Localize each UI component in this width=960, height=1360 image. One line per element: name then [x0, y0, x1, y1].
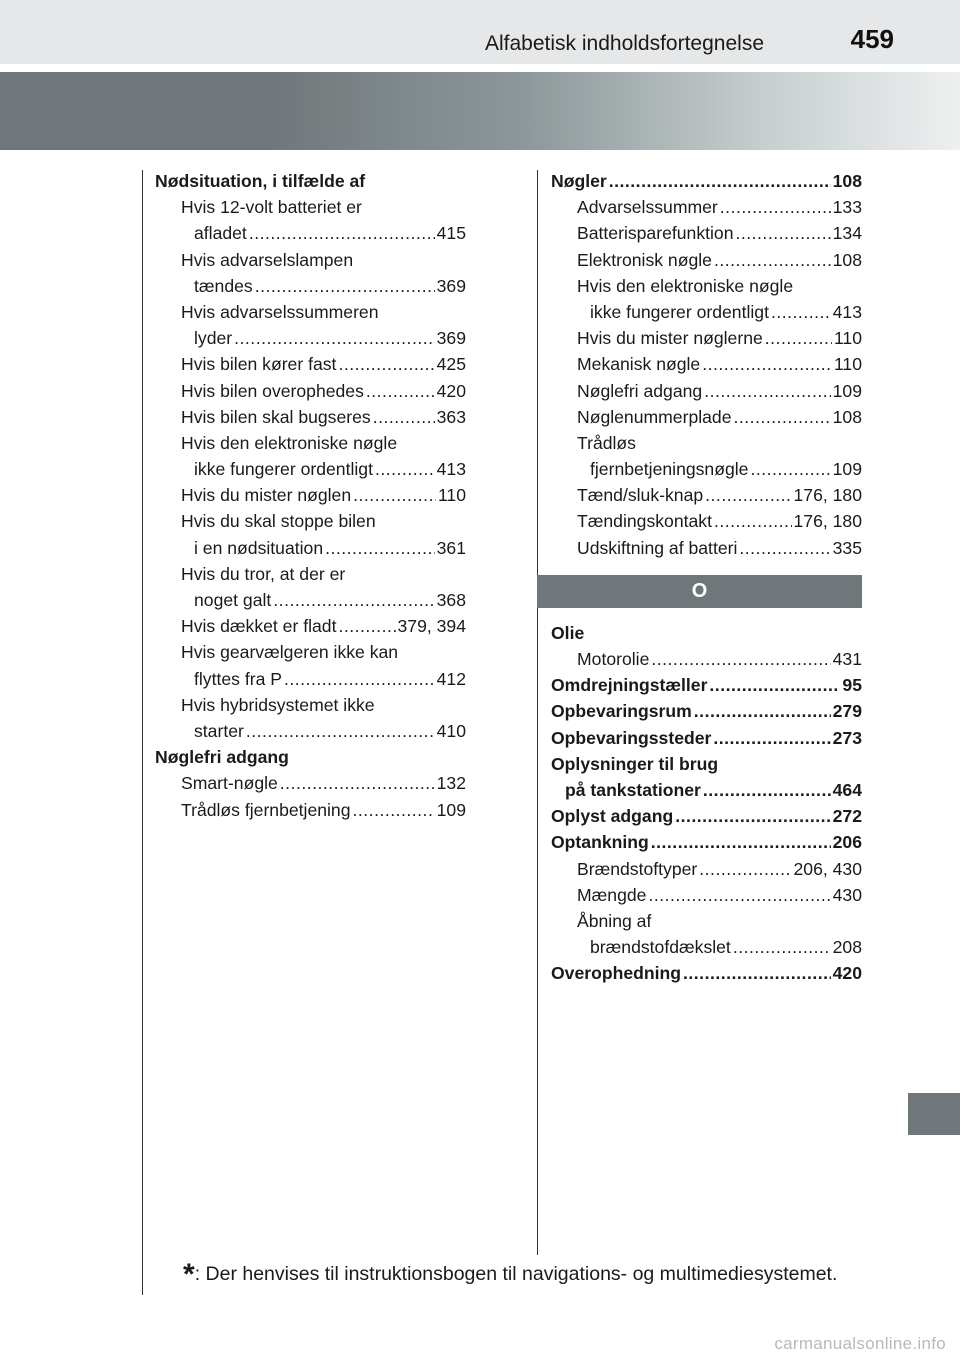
dot-leader [234, 325, 435, 351]
index-entry-text: Omdrejningstæller [551, 675, 708, 696]
index-entry-page: 110 [833, 354, 862, 375]
index-entry-text: Hvis den elektroniske nøgle [181, 432, 398, 453]
dot-leader [714, 508, 792, 534]
dot-leader [284, 666, 435, 692]
index-entry [551, 508, 862, 534]
index-entry [551, 856, 862, 882]
index-entry-text: Opbevaringsrum [551, 701, 692, 722]
dot-leader [735, 220, 830, 246]
index-entry [551, 829, 862, 855]
dot-leader [699, 856, 791, 882]
index-entry-page: 110 [437, 485, 466, 506]
dot-leader [720, 194, 831, 220]
dot-leader [375, 456, 435, 482]
index-entry-text: Optankning [551, 832, 649, 853]
index-entry [155, 692, 466, 718]
index-entry [155, 325, 466, 351]
index-entry [155, 378, 466, 404]
index-entry-page: 413 [436, 459, 466, 480]
index-entry-text: Nødsituation, i tilfælde af [155, 171, 366, 191]
index-entry [551, 273, 862, 299]
index-entry-text: Tænd/sluk-knap [577, 485, 704, 506]
dot-leader [733, 934, 831, 960]
index-entry [155, 194, 466, 220]
index-entry [551, 168, 862, 194]
index-entry-text: ikke fungerer ordentligt [590, 301, 769, 322]
index-entry-text: Hvis gearvælgeren ikke kan [181, 642, 399, 663]
index-entry-text: Smart-nøgle [181, 773, 278, 794]
index-entry-page: 410 [436, 720, 466, 741]
index-entry-page: 134 [832, 223, 862, 244]
index-entry-text: Hvis den elektroniske nøgle [577, 275, 794, 296]
index-entry-page: 415 [436, 223, 466, 244]
index-entry-text: Advarselssummer [577, 197, 718, 218]
watermark: carmanualsonline.info [774, 1334, 946, 1353]
index-entry [551, 456, 862, 482]
index-entry-page: 176, 180 [793, 511, 862, 532]
index-entry-text: Olie [551, 622, 585, 643]
index-entry [155, 351, 466, 377]
index-entry [155, 273, 466, 299]
index-entry-text: Batterisparefunktion [577, 223, 734, 244]
index-entry [155, 404, 466, 430]
index-entry-page: 133 [832, 197, 862, 218]
index-entry-text: Nøglefri adgang [155, 747, 289, 768]
index-entry [551, 299, 862, 325]
index-entry-text: noget galt [194, 590, 272, 610]
dot-leader [366, 378, 435, 404]
index-entry-text: Brændstoftyper [577, 858, 698, 879]
index-entry-text: afladet [194, 223, 247, 244]
index-entry-page: 368 [436, 590, 466, 610]
index-entry-page: 379, 394 [397, 616, 466, 637]
index-entry-page: 413 [832, 301, 862, 322]
index-entry [155, 247, 466, 273]
index-entry [551, 430, 862, 456]
index-entry-text: Hvis bilen kører fast [181, 354, 337, 375]
index-entry [155, 613, 466, 639]
index-entry [551, 646, 862, 672]
index-entry-text: Hvis 12-volt batteriet er [181, 197, 362, 218]
index-entry-page: 420 [832, 963, 862, 984]
index-entry-text: Hvis du mister nøglerne [577, 328, 763, 349]
index-entry [155, 535, 466, 561]
index-entry [551, 960, 862, 986]
index-entry-text: flyttes fra P [194, 668, 282, 689]
index-entry [155, 482, 466, 508]
dot-leader [246, 718, 435, 744]
index-entry [551, 882, 862, 908]
index-entry [551, 908, 862, 934]
index-entry [551, 194, 862, 220]
index-entry-text: starter [194, 720, 244, 741]
index-entry [155, 718, 466, 744]
index-entry-page: 272 [832, 806, 862, 827]
index-entry-page: 431 [832, 649, 862, 669]
dot-leader [765, 325, 832, 351]
dot-leader [714, 247, 831, 273]
dot-leader [771, 299, 831, 325]
index-entry-page: 425 [436, 354, 466, 375]
dot-leader [705, 482, 791, 508]
index-entry-page: 108 [832, 249, 862, 270]
footnote [183, 1258, 837, 1292]
index-entry-text: ikke fungerer ordentligt [194, 459, 373, 480]
index-entry-text: Udskiftning af batteri [577, 537, 738, 558]
footnote-asterisk: * [183, 1258, 195, 1291]
dot-leader [648, 882, 830, 908]
index-entry [551, 698, 862, 724]
dot-leader [325, 535, 435, 561]
dot-leader [683, 960, 831, 986]
index-entry-text: Oplysninger til brug [551, 753, 719, 774]
index-entry-text: Hvis du mister nøglen [181, 485, 352, 506]
index-entry-page: 369 [436, 328, 466, 349]
index-entry [551, 404, 862, 430]
index-entry-text: Hvis hybridsystemet ikke [181, 694, 375, 715]
index-entry-text: Trådløs [577, 432, 636, 453]
index-entry [551, 620, 862, 646]
index-entry-text: fjernbetjeningsnøgle [590, 459, 749, 480]
index-entry-text: Åbning af [577, 910, 652, 931]
dot-leader [704, 378, 830, 404]
dot-leader [273, 587, 434, 613]
index-entry-page: 420 [436, 380, 466, 401]
index-entry [155, 797, 466, 823]
section-letter-bar: O [537, 575, 862, 608]
dot-leader [280, 770, 435, 796]
index-entry-page: 108 [832, 406, 862, 427]
index-entry-text: Hvis du skal stoppe bilen [181, 511, 376, 532]
gradient-banner [0, 72, 960, 150]
index-entry [155, 639, 466, 665]
dot-leader [750, 456, 830, 482]
index-entry-text: tændes [194, 275, 253, 296]
top-header-bar [0, 0, 960, 64]
index-entry-page: 412 [436, 668, 466, 689]
index-entry-page: 273 [832, 727, 862, 748]
index-entry [551, 220, 862, 246]
dot-leader [338, 351, 434, 377]
index-entry-text: Hvis bilen skal bugseres [181, 406, 371, 427]
index-entry-page: 95 [842, 675, 862, 696]
index-entry-page: 206, 430 [793, 858, 862, 879]
index-entry-page: 430 [832, 884, 862, 905]
index-entry-text: på tankstationer [565, 779, 701, 800]
dot-leader [694, 698, 831, 724]
index-entry [551, 325, 862, 351]
index-entry [551, 934, 862, 960]
index-entry [551, 725, 862, 751]
index-entry [155, 561, 466, 587]
dot-leader [734, 404, 831, 430]
index-entry [155, 744, 466, 770]
index-entry [155, 220, 466, 246]
index-entry-page: 369 [436, 275, 466, 296]
index-entry-text: Oplyst adgang [551, 806, 674, 827]
index-entry [155, 508, 466, 534]
index-entry-page: 208 [832, 937, 862, 958]
index-group-o [551, 620, 862, 987]
index-entry [551, 351, 862, 377]
index-entry-text: Nøglenummerplade [577, 406, 732, 427]
index-entry-text: Hvis bilen overophedes [181, 380, 364, 401]
index-entry [551, 803, 862, 829]
dot-leader [709, 672, 840, 698]
index-entry-text: Motorolie [577, 649, 650, 669]
index-entry-text: Hvis du tror, at der er [181, 563, 346, 584]
dot-leader [675, 803, 830, 829]
index-entry-page: 109 [832, 380, 862, 401]
index-entry-page: 108 [832, 171, 862, 191]
index-entry-text: Hvis dækket er fladt [181, 616, 337, 637]
index-entry [551, 535, 862, 561]
index-entry-text: Hvis advarselssummeren [181, 301, 379, 322]
index-entry-text: Opbevaringssteder [551, 727, 712, 748]
dot-leader [651, 829, 831, 855]
dot-leader [353, 482, 436, 508]
index-entry-text: Overophedning [551, 963, 682, 984]
index-entry-text: Hvis advarselslampen [181, 249, 354, 270]
index-entry-text: brændstofdækslet [590, 937, 731, 958]
middle-column-rule [537, 170, 538, 1255]
index-entry-page: 132 [436, 773, 466, 794]
index-entry [551, 751, 862, 777]
index-column-left [155, 168, 466, 823]
index-entry [155, 770, 466, 796]
page-header-title: Alfabetisk indholdsfortegnelse [484, 32, 764, 55]
index-entry-text: Mekanisk nøgle [577, 354, 701, 375]
dot-leader [249, 220, 435, 246]
index-entry-page: 109 [832, 459, 862, 480]
index-entry [155, 430, 466, 456]
index-entry-page: 279 [832, 701, 862, 722]
index-group-n-continued [551, 168, 862, 561]
index-entry-page: 176, 180 [793, 485, 862, 506]
dot-leader [255, 273, 435, 299]
index-entry-page: 464 [832, 779, 862, 800]
dot-leader [609, 168, 831, 194]
index-entry-text: Elektronisk nøgle [577, 249, 712, 270]
index-column-right [551, 168, 862, 986]
index-entry-page: 109 [436, 799, 466, 820]
index-entry-page: 361 [436, 537, 466, 558]
page-number: 459 [850, 24, 894, 54]
index-entry [155, 299, 466, 325]
index-entry [155, 456, 466, 482]
index-entry-page: 110 [833, 328, 862, 349]
index-entry [155, 168, 466, 194]
index-entry [551, 247, 862, 273]
index-entry [551, 777, 862, 803]
index-entry [551, 672, 862, 698]
index-entry [551, 482, 862, 508]
index-entry-text: Trådløs fjernbetjening [181, 799, 351, 820]
index-entry [551, 378, 862, 404]
dot-leader [373, 404, 435, 430]
index-entry-text: i en nødsituation [194, 537, 324, 558]
dot-leader [338, 613, 395, 639]
index-entry-text: lyder [194, 328, 233, 349]
index-entry-text: Nøgler [551, 171, 607, 191]
index-entry-text: Nøglefri adgang [577, 380, 703, 401]
chapter-side-tab [908, 1093, 960, 1135]
index-entry-page: 206 [832, 832, 862, 853]
dot-leader [703, 777, 831, 803]
dot-leader [702, 351, 832, 377]
left-column-rule [142, 170, 143, 1295]
index-entry-page: 335 [832, 537, 862, 558]
dot-leader [353, 797, 435, 823]
footnote-text: : Der henvises til instruktionsbogen til navigations- og multimediesystemet. [194, 1263, 838, 1285]
index-entry-page: 363 [436, 406, 466, 427]
index-entry-text: Tændingskontakt [577, 511, 712, 532]
index-entry [155, 587, 466, 613]
index-entry-text: Mængde [577, 884, 647, 905]
dot-leader [739, 535, 830, 561]
index-entry [155, 666, 466, 692]
dot-leader [713, 725, 830, 751]
dot-leader [651, 646, 830, 672]
